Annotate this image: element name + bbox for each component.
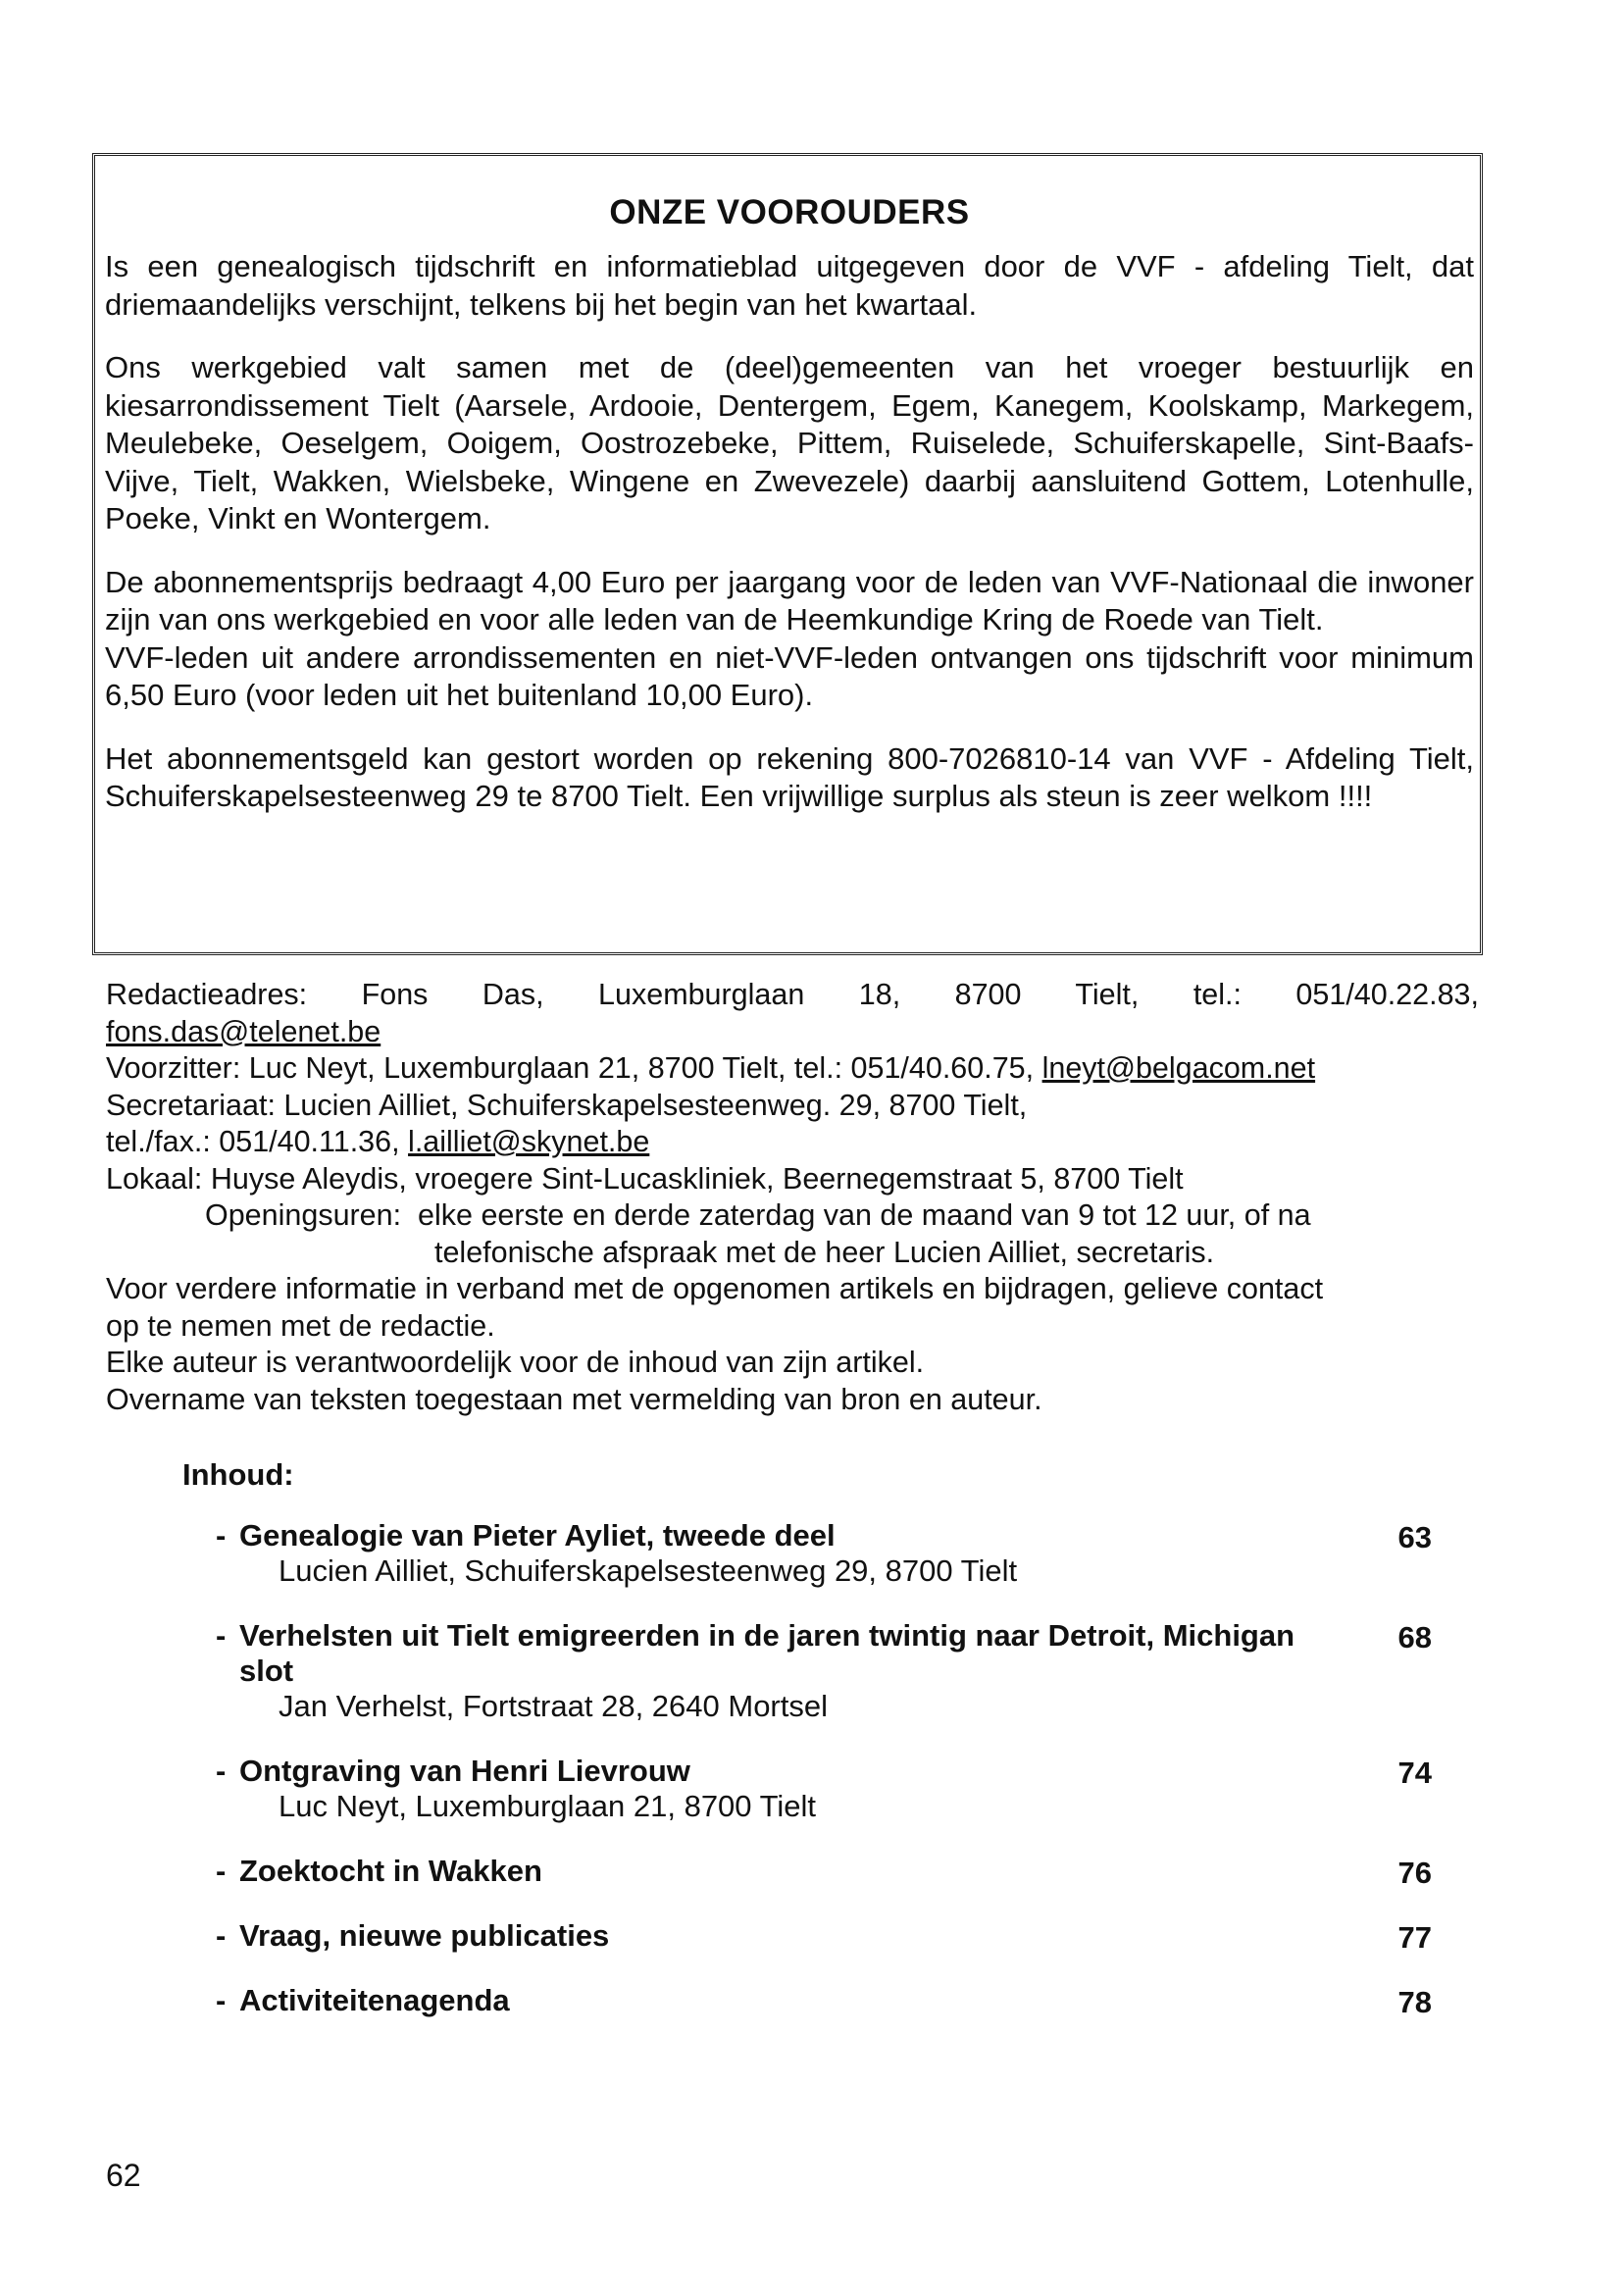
- toc-item[interactable]: [216, 1854, 1432, 1889]
- opening-hours-line-2: telefonische afspraak met de heer Lucien Ailliet, secretaris.: [434, 1235, 1215, 1269]
- toc-item-title: [216, 1618, 1432, 1654]
- toc-title-text: Zoektocht in Wakken: [239, 1854, 542, 1888]
- toc-dash: -: [216, 1518, 227, 1553]
- table-of-contents: [216, 1518, 1432, 2048]
- toc-item[interactable]: [216, 1983, 1432, 2018]
- contact-section: [106, 977, 1479, 1418]
- payment-paragraph: Het abonnementsgeld kan gestort worden op rekening 800-7026810-14 van VVF - Afdeling Tielt, Schuiferskapelsesteenweg 29 te 8700 Tielt. Een vrijwillige surplus als steun is zeer welkom !!!!: [105, 740, 1474, 813]
- venue-line: Lokaal: Huyse Aleydis, vroegere Sint-Lucaskliniek, Beernegemstraat 5, 8700 Tielt: [106, 1161, 1184, 1196]
- toc-heading: Inhoud:: [182, 1457, 294, 1492]
- toc-item-title: [216, 1854, 1432, 1889]
- toc-dash: -: [216, 1754, 227, 1788]
- info-line-1: Voor verdere informatie in verband met de opgenomen artikels en bijdragen, gelieve contact: [106, 1272, 1324, 1305]
- reprint-notice: Overname van teksten toegestaan met vermelding van bron en auteur.: [106, 1382, 1042, 1416]
- toc-item-author: Luc Neyt, Luxemburglaan 21, 8700 Tielt: [279, 1789, 817, 1823]
- toc-item-title: [216, 1918, 1432, 1954]
- toc-item-page: 68: [1397, 1620, 1432, 1655]
- subscription-price-paragraph: De abonnementsprijs bedraagt 4,00 Euro per jaargang voor de leden van VVF-Nationaal die inwoner zijn van ons werkgebied en voor alle leden van de Heemkundige Kring de Roede van Tielt.: [105, 564, 1474, 636]
- toc-item[interactable]: [216, 1518, 1432, 1589]
- toc-item-page: 74: [1397, 1756, 1432, 1790]
- secretariat-email-link[interactable]: l.ailliet@skynet.be: [408, 1125, 650, 1158]
- editor-address: Redactieadres: Fons Das, Luxemburglaan 18, 8700 Tielt, tel.: 051/40.22.83,: [106, 978, 1479, 1011]
- telfax-text: tel./fax.: 051/40.11.36,: [106, 1125, 409, 1158]
- non-member-price-paragraph: VVF-leden uit andere arrondissementen en niet-VVF-leden ontvangen ons tijdschrift voor minimum 6,50 Euro (voor leden uit het buitenland 10,00 Euro).: [105, 639, 1474, 712]
- opening-hours-line: [106, 1197, 1479, 1235]
- secretariat-phone-line: [106, 1124, 1479, 1161]
- opening-hours-text: elke eerste en derde zaterdag van de maand van 9 tot 12 uur, of na: [418, 1198, 1311, 1232]
- toc-item-author: Lucien Ailliet, Schuiferskapelsesteenweg 29, 8700 Tielt: [279, 1553, 1018, 1588]
- toc-title-text: Genealogie van Pieter Ayliet, tweede deel: [239, 1518, 836, 1553]
- info-box: [92, 153, 1483, 955]
- info-line-2: op te nemen met de redactie.: [106, 1308, 495, 1343]
- toc-item-author: Jan Verhelst, Fortstraat 28, 2640 Mortsel: [279, 1689, 828, 1723]
- toc-dash: -: [216, 1918, 227, 1953]
- secretariat-line: Secretariaat: Lucien Ailliet, Schuiferskapelsesteenweg. 29, 8700 Tielt,: [106, 1088, 1028, 1122]
- author-responsibility: Elke auteur is verantwoordelijk voor de inhoud van zijn artikel.: [106, 1346, 925, 1379]
- toc-item-page: 78: [1397, 1985, 1432, 2019]
- chairman-email-link[interactable]: lneyt@belgacom.net: [1041, 1051, 1316, 1085]
- toc-item-title: [216, 1983, 1432, 2018]
- toc-title-text: Verhelsten uit Tielt emigreerden in de jaren twintig naar Detroit, Michigan: [239, 1618, 1295, 1653]
- toc-item[interactable]: [216, 1918, 1432, 1954]
- magazine-title: ONZE VOOROUDERS: [609, 193, 970, 231]
- page-number: 62: [106, 2158, 141, 2193]
- toc-item[interactable]: [216, 1618, 1432, 1724]
- toc-dash: -: [216, 1854, 227, 1888]
- toc-item-page: 77: [1397, 1920, 1432, 1955]
- chairman-line: [106, 1050, 1479, 1088]
- intro-paragraph: Is een genealogisch tijdschrift en informatieblad uitgegeven door de VVF - afdeling Tielt, dat driemaandelijks verschijnt, telkens bij het begin van het kwartaal.: [105, 249, 1474, 322]
- toc-title-text: Ontgraving van Henri Lievrouw: [239, 1754, 690, 1788]
- toc-title-text: Activiteitenagenda: [239, 1983, 510, 2017]
- info-box-content: [105, 156, 1474, 816]
- toc-item-title-continuation: slot: [239, 1654, 294, 1688]
- toc-title-text: Vraag, nieuwe publicaties: [239, 1918, 610, 1953]
- toc-item-title: [216, 1754, 1432, 1789]
- work-area-paragraph: Ons werkgebied valt samen met de (deel)gemeenten van het vroeger bestuurlijk en kiesarrondissement Tielt (Aarsele, Ardooie, Dentergem, Egem, Kanegem, Koolskamp, Markegem, Meulebeke, Oeselgem, Ooigem, Oostrozebeke, Pittem, Ruiselede, Schuiferskapelle, Sint-Baafs-Vijve, Tielt, Wakken, Wielsbeke, Wingene en Zwevezele) daarbij aansluitend Gottem, Lotenhulle, Poeke, Vinkt en Wontergem.: [105, 350, 1474, 535]
- editor-email-link[interactable]: fons.das@telenet.be: [106, 1014, 381, 1048]
- toc-item-page: 63: [1397, 1520, 1432, 1554]
- chairman-text: Voorzitter: Luc Neyt, Luxemburglaan 21, 8700 Tielt, tel.: 051/40.60.75,: [106, 1051, 1042, 1085]
- toc-dash: -: [216, 1618, 227, 1653]
- toc-item-title: [216, 1518, 1432, 1553]
- toc-dash: -: [216, 1983, 227, 2017]
- toc-item-page: 76: [1397, 1856, 1432, 1890]
- toc-item[interactable]: [216, 1754, 1432, 1824]
- opening-hours-label: Openingsuren:: [205, 1198, 402, 1232]
